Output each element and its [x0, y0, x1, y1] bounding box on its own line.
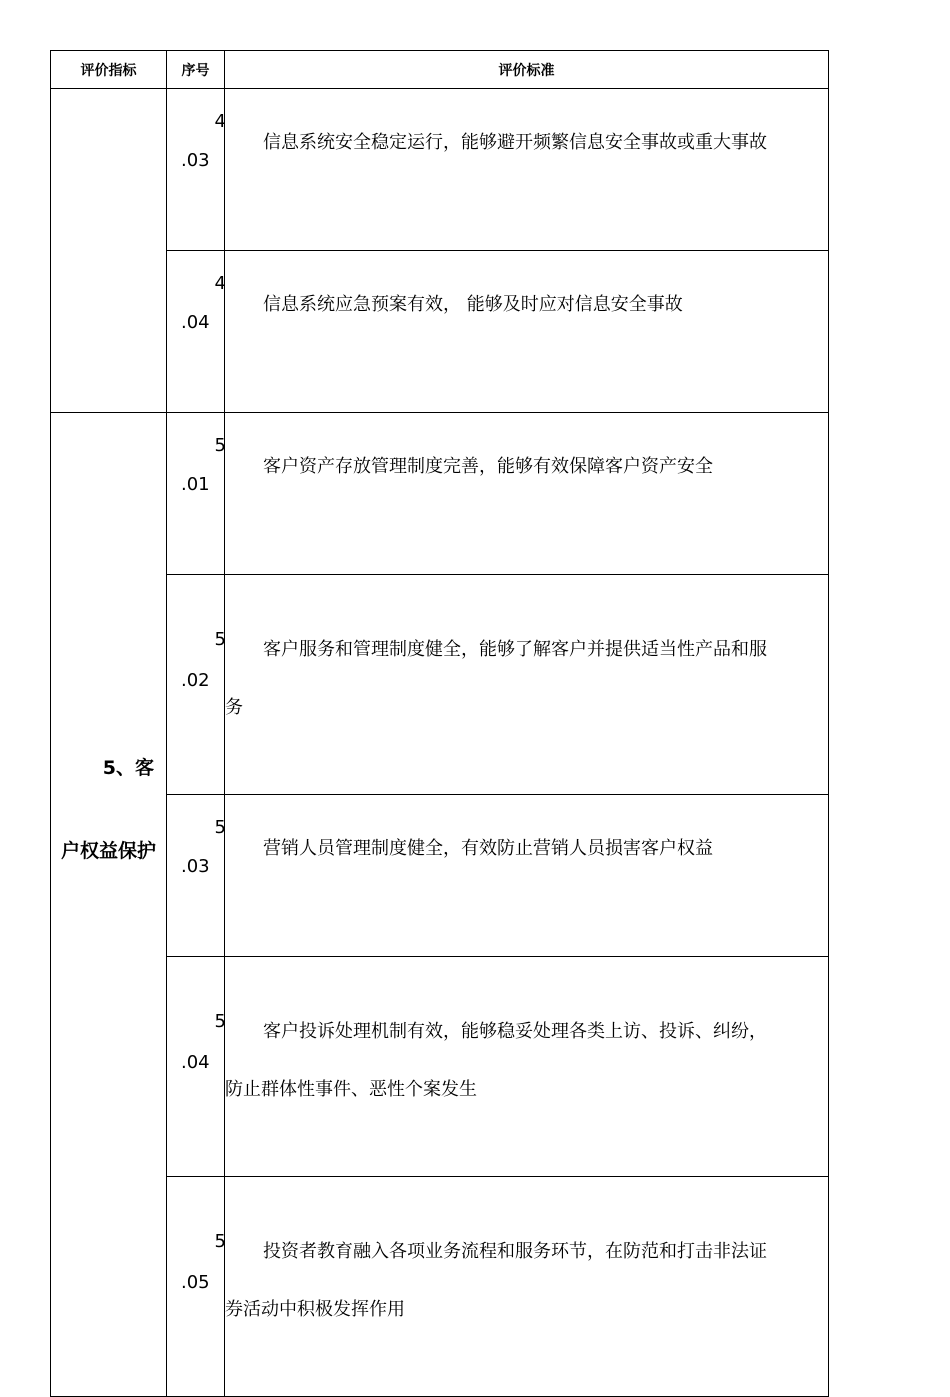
category-cell-continued	[51, 89, 167, 413]
criteria-text: 客户服务和管理制度健全，能够了解客户并提供适当性产品和服 务	[225, 575, 829, 795]
table-header-row	[51, 51, 829, 89]
criteria-text: 客户投诉处理机制有效，能够稳妥处理各类上访、投诉、纠纷， 防止群体性事件、恶性个案发生	[225, 957, 829, 1177]
table-row	[51, 1177, 829, 1397]
item-number: 5 .04	[167, 957, 225, 1177]
item-number: 5 .03	[167, 795, 225, 957]
category-cell	[51, 413, 167, 1397]
category-label-line1: 5、客	[102, 757, 154, 779]
item-number: 4 .03	[167, 89, 225, 251]
table-row	[51, 413, 829, 575]
item-number: 4 .04	[167, 251, 225, 413]
table-row	[51, 575, 829, 795]
evaluation-table	[50, 50, 829, 1397]
header-indicator: 评价指标	[51, 51, 167, 89]
criteria-text: 客户资产存放管理制度完善，能够有效保障客户资产安全	[225, 413, 829, 575]
table-row	[51, 89, 829, 251]
table-row	[51, 251, 829, 413]
header-criteria: 评价标准	[225, 51, 829, 89]
table-row	[51, 957, 829, 1177]
header-number: 序号	[167, 51, 225, 89]
criteria-text: 营销人员管理制度健全，有效防止营销人员损害客户权益	[225, 795, 829, 957]
category-label-line2: 户权益保护	[61, 840, 157, 862]
table-row	[51, 795, 829, 957]
criteria-text: 信息系统安全稳定运行，能够避开频繁信息安全事故或重大事故	[225, 89, 829, 251]
criteria-text: 投资者教育融入各项业务流程和服务环节，在防范和打击非法证 券活动中积极发挥作用	[225, 1177, 829, 1397]
item-number: 5 .05	[167, 1177, 225, 1397]
item-number: 5 .02	[167, 575, 225, 795]
criteria-text: 信息系统应急预案有效， 能够及时应对信息安全事故	[225, 251, 829, 413]
item-number: 5 .01	[167, 413, 225, 575]
